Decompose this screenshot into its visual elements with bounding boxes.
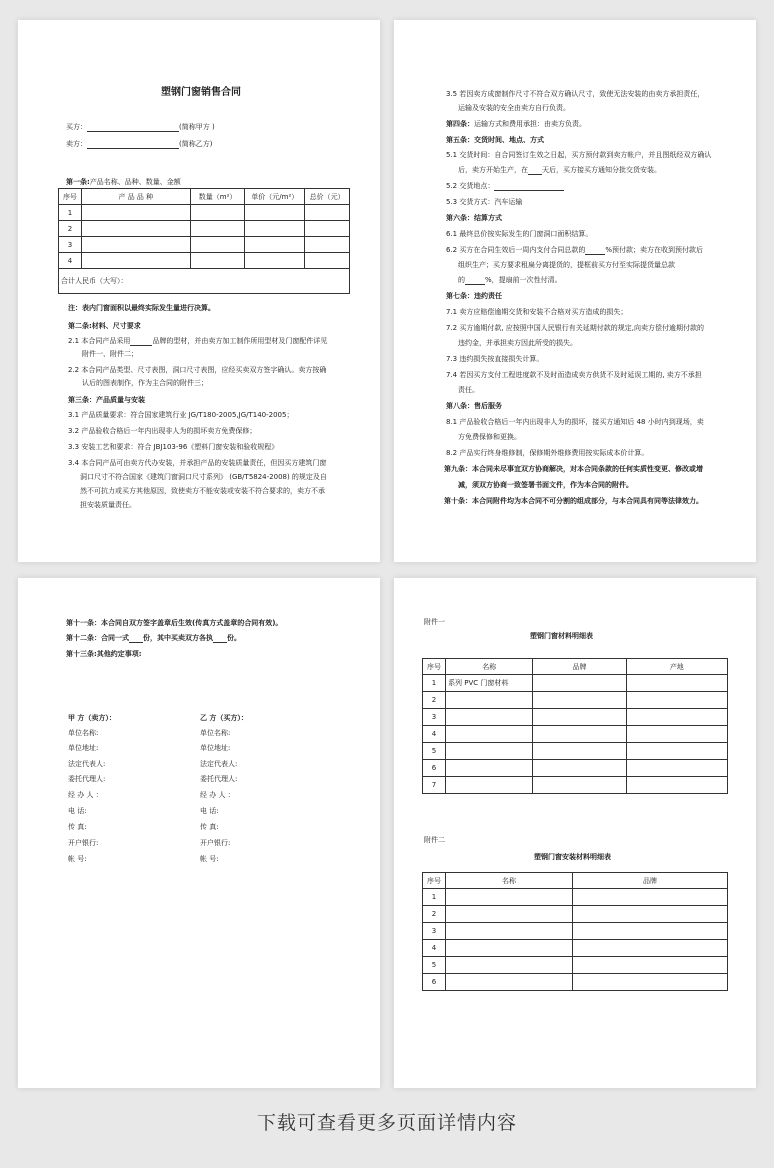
party-a-field: 经 办 人 ： — [68, 791, 103, 799]
article-1-heading — [66, 178, 181, 187]
clause-text: 第十二条：合同一式 — [66, 634, 129, 642]
material-name — [446, 743, 533, 760]
clause-7-4: 7.4 若因买方支付工程进度款不及时而造成卖方供货不及时延误工期的, 卖方不承担 — [446, 371, 702, 379]
clause-text: 天后，买方接买方通知分批交货安装。 — [542, 166, 661, 174]
clause-2-2-cont: 认后的图表制作，作为主合同的附件三； — [82, 379, 208, 387]
article-4-label: 第四条： — [446, 120, 474, 128]
seller-label: 卖方： — [66, 140, 87, 148]
party-a-field: 委托代理人: — [68, 775, 106, 783]
clause-2-2: 2.2 本合同产品类型、尺寸表图，洞口尺寸表图，应经买卖双方签字确认。卖方按确 — [68, 366, 327, 374]
material-name — [446, 692, 533, 709]
clause-7-2-cont: 违约金，并承担卖方因此所受的损失。 — [458, 339, 577, 347]
table-row — [423, 692, 728, 709]
row-number: 4 — [423, 726, 446, 743]
table-row — [59, 237, 350, 253]
article-7-heading: 第七条：违约责任 — [446, 292, 502, 300]
row-number: 4 — [59, 253, 82, 269]
article-10: 第十条：本合同附件均为本合同不可分割的组成部分，与本合同具有同等法律效力。 — [444, 497, 703, 505]
total-label: 合计人民币（大写）： — [59, 269, 350, 294]
table-header-row — [423, 659, 728, 675]
clause-text: %预付款；卖方在收到预付款后 — [605, 246, 704, 254]
clause-text: 后，卖方开始生产，在 — [458, 166, 528, 174]
product-table — [58, 188, 350, 294]
article-4 — [446, 120, 586, 129]
table-header: 序号 — [423, 873, 446, 889]
material-name: 系列 PVC 门窗材料 — [446, 675, 533, 692]
table-total-row — [59, 269, 350, 294]
article-11: 第十一条：本合同自双方签字盖章后生效(传真方式盖章的合同有效)。 — [66, 619, 283, 627]
party-b-field: 经 办 人 ： — [200, 791, 235, 799]
party-a-field: 法定代表人: — [68, 760, 106, 768]
clause-7-2: 7.2 买方逾期付款, 应按照中国人民银行有关延期付款的规定,向卖方偿付逾期付款的 — [446, 324, 705, 332]
clause-6-2-cont — [458, 276, 562, 285]
row-number: 5 — [423, 957, 446, 974]
row-number: 2 — [423, 692, 446, 709]
clause-3-4-cont: 洞口尺寸不符合国家《建筑门窗洞口尺寸系列》 (GB/T5824-2008) 的规定及自 — [80, 473, 327, 481]
clause-7-1: 7.1 卖方应赔偿逾期交货和安装不合格对买方造成的损失； — [446, 308, 628, 316]
article-2-heading: 第二条:材料、尺寸要求 — [68, 322, 141, 330]
buyer-label: 买方： — [66, 123, 87, 131]
table-row — [423, 940, 728, 957]
article-8-heading: 第八条：售后服务 — [446, 402, 502, 410]
article-4-text: 运输方式和费用承担：由卖方负责。 — [474, 120, 586, 128]
party-a-field: 电 话: — [68, 807, 87, 815]
material-name — [446, 760, 533, 777]
clause-text: 2.1 本合同产品采用 — [68, 337, 131, 345]
table-note: 注：表内门窗面积以最终实际发生量进行决算。 — [68, 304, 215, 312]
clause-text: 品牌的型材，并由卖方加工制作所用型材及门窗配件详见 — [152, 337, 328, 345]
attachment-2-label: 附件二 — [424, 836, 445, 844]
party-b-field: 传 真: — [200, 823, 219, 831]
clause-text: 份。 — [227, 634, 241, 642]
clause-8-1-cont: 方免费保修和更换。 — [458, 433, 521, 441]
table-header: 单价（元/m²） — [245, 189, 305, 205]
document-page-3 — [18, 578, 380, 1088]
table-row — [423, 760, 728, 777]
row-number: 2 — [423, 906, 446, 923]
clause-6-1: 6.1 最终总价按实际发生的门窗洞口面积结算。 — [446, 230, 593, 238]
article-9-cont: 减，须双方协商一致签署书面文件，作为本合同的附件。 — [458, 481, 633, 489]
article-3-heading: 第三条：产品质量与安装 — [68, 396, 145, 404]
article-1-text: 产品名称、品种、数量、金额 — [89, 178, 181, 186]
table-row — [423, 906, 728, 923]
clause-3-4-cont: 担安装质量责任。 — [80, 501, 136, 509]
party-b-field: 电 话: — [200, 807, 219, 815]
table-header-row — [59, 189, 350, 205]
article-13: 第十三条:其他约定事项: — [66, 650, 142, 658]
row-number: 1 — [59, 205, 82, 221]
row-number: 7 — [423, 777, 446, 794]
clause-3-4: 3.4 本合同产品可由卖方代办安装，并承担产品的安装质量责任，但因买方建筑门窗 — [68, 459, 327, 467]
clause-5-1: 5.1 交货时间：自合同签订生效之日起，买方预付款到卖方帐户，并且图纸经双方确认 — [446, 151, 712, 159]
party-a-field: 帐 号: — [68, 855, 87, 863]
party-b-field: 法定代表人: — [200, 760, 238, 768]
row-number: 6 — [423, 974, 446, 991]
table-header: 品牌 — [573, 873, 728, 889]
seller-field — [66, 140, 212, 149]
document-page-2 — [394, 20, 756, 562]
material-name — [446, 777, 533, 794]
table-header: 序号 — [59, 189, 82, 205]
clause-3-3: 3.3 安装工艺和要求：符合 JBJ103-96《塑料门窗安装和验收规程》 — [68, 443, 279, 451]
attachment-1-label: 附件一 — [424, 618, 445, 626]
row-number: 5 — [423, 743, 446, 760]
clause-text: 的 — [458, 276, 465, 284]
party-b-field: 帐 号: — [200, 855, 219, 863]
row-number: 3 — [423, 923, 446, 940]
table-header: 产 品 品 种 — [81, 189, 190, 205]
table-row — [59, 221, 350, 237]
article-9: 第九条：本合同未尽事宜双方协商解决，对本合同条款的任何实质性变更、修改或增 — [444, 465, 703, 473]
table-row — [423, 726, 728, 743]
buyer-note: (简称甲方 ) — [179, 123, 215, 131]
clause-text: 份，其中买卖双方各执 — [143, 634, 213, 642]
clause-8-1: 8.1 产品验收合格后一年内出现非人为的损坏，接买方通知后 48 小时内到现场，卖 — [446, 418, 704, 426]
row-number: 1 — [423, 675, 446, 692]
clause-6-2-cont: 组织生产；买方要求租扁分离提货的，提框前买方付至实际提货量总款 — [458, 261, 675, 269]
table-row — [423, 974, 728, 991]
table-header: 总价（元） — [305, 189, 350, 205]
clause-3-4-cont: 然不可抗力或买方其他原因，致使卖方不能安装或安装不符合要求的，卖方不承 — [80, 487, 325, 495]
table-header: 序号 — [423, 659, 446, 675]
table-header: 产地 — [626, 659, 727, 675]
party-a-field: 传 真: — [68, 823, 87, 831]
article-5-heading: 第五条：交货时间、地点、方式 — [446, 136, 544, 144]
party-b-field: 开户银行: — [200, 839, 231, 847]
table-row — [423, 957, 728, 974]
table-header: 数量（m²） — [190, 189, 245, 205]
clause-3-2: 3.2 产品验收合格后一年内出现非人为的损坏卖方免费保修； — [68, 427, 257, 435]
clause-2-1-cont: 附件一、附件二； — [82, 350, 138, 358]
clause-text: %，提扇前一次性付清。 — [485, 276, 562, 284]
party-b-heading: 乙 方（买方）： — [200, 714, 248, 722]
clause-8-2: 8.2 产品实行终身维修制，保修期外维修费用按实际成本价计算。 — [446, 449, 649, 457]
clause-7-4-cont: 责任。 — [458, 386, 479, 394]
party-a-heading: 甲 方（卖方）： — [68, 714, 116, 722]
clause-3-1: 3.1 产品质量要求：符合国家建筑行业 JG/T180-2005,JG/T140-2005； — [68, 411, 294, 419]
installation-material-table — [422, 872, 728, 991]
material-name — [446, 726, 533, 743]
article-6-heading: 第六条：结算方式 — [446, 214, 502, 222]
download-more-link[interactable]: 下载可查看更多页面详情内容 — [256, 1112, 517, 1134]
clause-6-2 — [446, 246, 703, 255]
attachment-2-title: 塑钢门窗安装材料明细表 — [534, 853, 611, 861]
row-number: 3 — [423, 709, 446, 726]
party-a-field: 单位名称: — [68, 729, 99, 737]
table-row — [423, 709, 728, 726]
clause-text: 5.2 交货地点： — [446, 182, 495, 190]
row-number: 6 — [423, 760, 446, 777]
table-row — [423, 889, 728, 906]
table-row — [423, 675, 728, 692]
clause-2-1 — [68, 337, 327, 346]
table-row — [423, 923, 728, 940]
table-row — [423, 777, 728, 794]
attachment-1-title: 塑钢门窗材料明细表 — [530, 632, 593, 640]
clause-3-5: 3.5 若因卖方成窗制作尺寸不符合双方确认尺寸，致使无法安装的由卖方承担责任， — [446, 90, 705, 98]
buyer-field — [66, 123, 215, 132]
document-page-1 — [18, 20, 380, 562]
clause-3-5-cont: 运输及安装的安全由卖方自行负责。 — [458, 104, 570, 112]
clause-5-3: 5.3 交货方式：汽车运输 — [446, 198, 523, 206]
party-b-field: 单位名称: — [200, 729, 231, 737]
table-header: 名称 — [446, 659, 533, 675]
clause-5-2 — [446, 182, 564, 191]
table-row — [423, 743, 728, 760]
table-header: 品牌 — [533, 659, 626, 675]
row-number: 3 — [59, 237, 82, 253]
row-number: 4 — [423, 940, 446, 957]
table-row — [59, 253, 350, 269]
party-a-field: 单位地址: — [68, 744, 99, 752]
clause-text: 6.2 买方在合同生效后一周内支付合同总款的 — [446, 246, 586, 254]
table-row — [59, 205, 350, 221]
document-page-4 — [394, 578, 756, 1088]
row-number: 2 — [59, 221, 82, 237]
seller-note: (简称乙方) — [179, 140, 213, 148]
material-table — [422, 658, 728, 794]
clause-7-3: 7.3 违约损失按直接损失计算。 — [446, 355, 544, 363]
contract-title: 塑钢门窗销售合同 — [161, 87, 241, 98]
article-12 — [66, 634, 241, 643]
party-b-field: 单位地址: — [200, 744, 231, 752]
clause-5-1-cont — [458, 166, 661, 175]
party-b-field: 委托代理人: — [200, 775, 238, 783]
party-a-field: 开户银行: — [68, 839, 99, 847]
material-name — [446, 709, 533, 726]
row-number: 1 — [423, 889, 446, 906]
article-1-label: 第一条: — [66, 178, 90, 186]
table-header-row — [423, 873, 728, 889]
table-header: 名称 — [446, 873, 573, 889]
